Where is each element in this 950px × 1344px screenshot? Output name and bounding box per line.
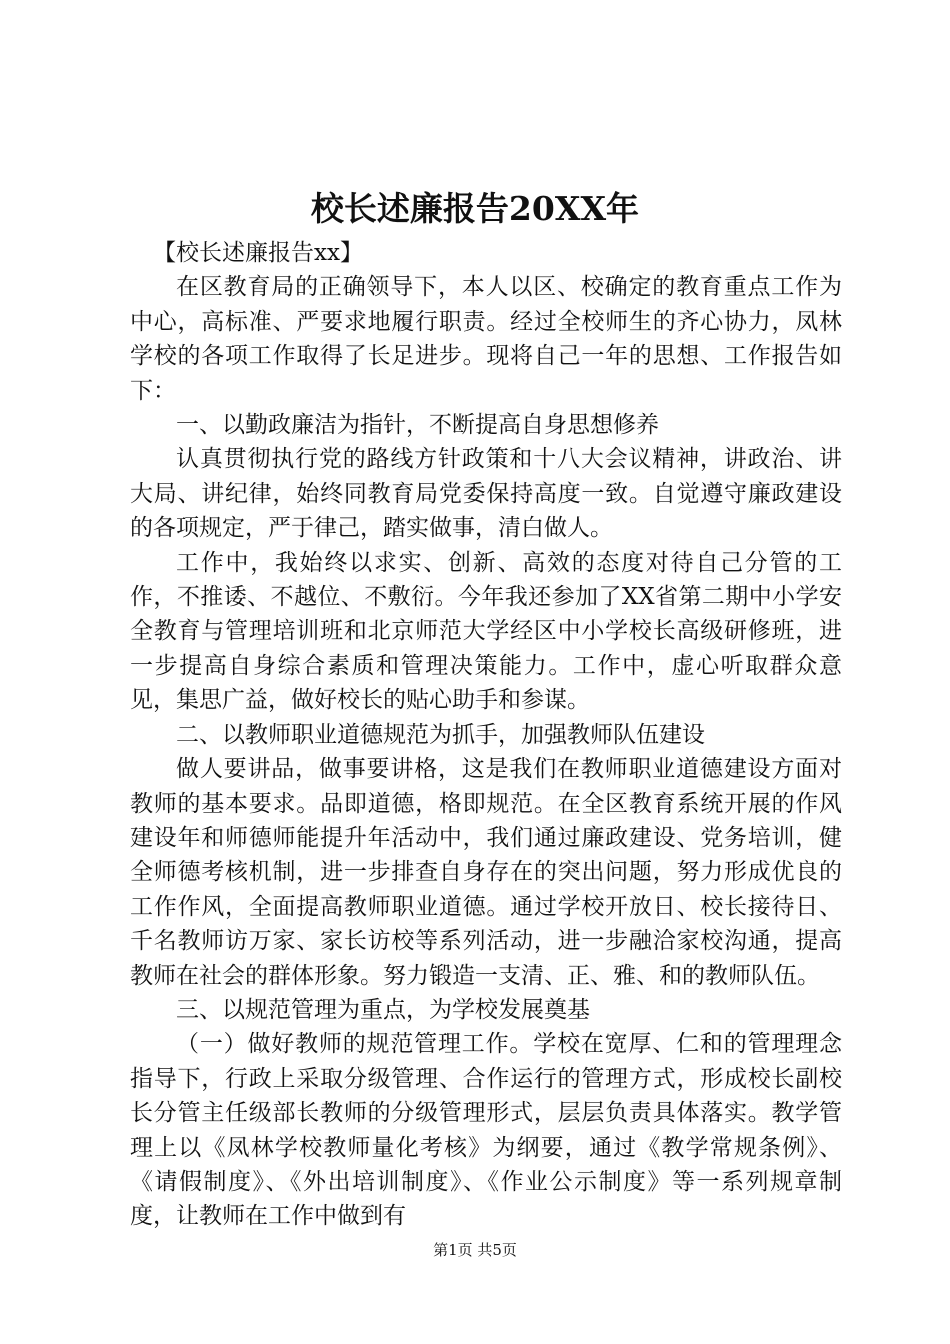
document-title: 校长述廉报告20XX年 (310, 189, 640, 228)
intro-paragraph: 在区教育局的正确领导下，本人以区、校确定的教育重点工作为中心，高标准、严要求地履行职责。经过全校师生的齐心协力，凤林学校的各项工作取得了长足进步。现将自己一年的思想、工作报告如下： (130, 274, 842, 404)
section-1-paragraph-1: 认真贯彻执行党的路线方针政策和十八大会议精神，讲政治、讲大局、讲纪律，始终同教育局党委保持高度一致。自觉遵守廉政建设的各项规定，严于律己，踏实做事，清白做人。 (130, 446, 842, 542)
section-heading-2: 二、以教师职业道德规范为抓手，加强教师队伍建设 (176, 721, 705, 748)
section-3-paragraph-1: （一）做好教师的规范管理工作。学校在宽厚、仁和的管理理念指导下，行政上采取分级管理、合作运行的管理方式，形成校长副校长分管主任级部长教师的分级管理形式，层层负责具体落实。教学管理上以《凤林学校教师量化考核》为纲要，通过《教学常规条例》、《请假制度》、《外出培训制度》、《作业公示制度》等一系列规章制度，让教师在工作中做到有 (130, 1031, 842, 1230)
document-body (130, 236, 842, 1234)
section-heading-1: 一、以勤政廉洁为指针，不断提高自身思想修养 (176, 412, 659, 439)
section-1-paragraph-2: 工作中，我始终以求实、创新、高效的态度对待自己分管的工作，不推诿、不越位、不敷衍。今年我还参加了XX省第二期中小学安全教育与管理培训班和北京师范大学经区中小学校长高级研修班，进一步提高自身综合素质和管理决策能力。工作中，虚心听取群众意见，集思广益，做好校长的贴心助手和参谋。 (130, 549, 842, 714)
section-2-paragraph-1: 做人要讲品，做事要讲格，这是我们在教师职业道德建设方面对教师的基本要求。品即道德，格即规范。在全区教育系统开展的作风建设年和师德师能提升年活动中，我们通过廉政建设、党务培训，健全师德考核机制，进一步排查自身存在的突出问题，努力形成优良的工作作风，全面提高教师职业道德。通过学校开放日、校长接待日、千名教师访万家、家长访校等系列活动，进一步融洽家校沟通，提高教师在社会的群体形象。努力锻造一支清、正、雅、和的教师队伍。 (130, 756, 842, 989)
document-tag-line: 【校长述廉报告xx】 (153, 240, 363, 266)
page-number: 第1页 共5页 (433, 1241, 517, 1259)
section-heading-3: 三、以规范管理为重点，为学校发展奠基 (176, 996, 590, 1023)
